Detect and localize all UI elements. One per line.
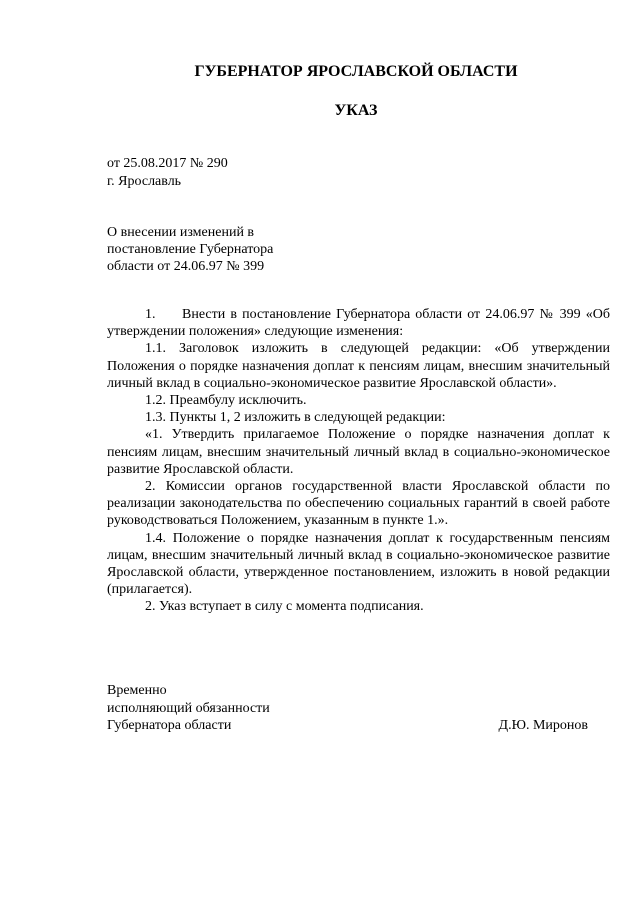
paragraph-1-text: Внести в постановление Губернатора области от 24.06.97 № 399 «Об утверждении положения» следующие изменения: bbox=[107, 307, 610, 340]
document-body bbox=[107, 306, 610, 616]
quoted-item-2: 2. Комиссии органов государственной власти Ярославской области по реализации законодательства по обеспечению социальных гарантий в своей работе руководствоваться Положением, указанным в пункте 1.». bbox=[107, 479, 610, 529]
signatory-title-line: Временно bbox=[107, 683, 167, 698]
signatory-name: Д.Ю. Миронов bbox=[498, 718, 588, 733]
document-subject bbox=[107, 224, 367, 275]
subject-line: постановление Губернатора bbox=[107, 242, 274, 257]
issuing-authority-heading: ГУБЕРНАТОР ЯРОСЛАВСКОЙ ОБЛАСТИ bbox=[194, 63, 518, 80]
paragraph-2: 2. Указ вступает в силу с момента подписания. bbox=[145, 599, 424, 615]
date-number-line: от 25.08.2017 № 290 bbox=[107, 156, 228, 171]
paragraph-1-4: 1.4. Положение о порядке назначения доплат к государственным пенсиям лицам, внесшим значительный личный вклад в социально-экономическое развитие Ярославской области, утвержденное постановлением, изложить в новой редакции (прилагается). bbox=[107, 530, 610, 598]
paragraph-1-2: 1.2. Преамбулу исключить. bbox=[145, 393, 307, 409]
signature-block bbox=[107, 682, 610, 735]
document-type-heading: УКАЗ bbox=[334, 102, 378, 119]
city-line: г. Ярославль bbox=[107, 174, 182, 189]
paragraph-1 bbox=[107, 306, 610, 340]
subject-line: области от 24.06.97 № 399 bbox=[107, 259, 265, 274]
signatory-title-line: Губернатора области bbox=[107, 718, 232, 733]
paragraph-1-1: 1.1. Заголовок изложить в следующей редакции: «Об утверждении Положения о порядке назначения доплат к пенсиям лицам, внесшим значительный личный вклад в социально-экономическое развитие Ярославской области». bbox=[107, 341, 610, 391]
paragraph-1-number: 1. bbox=[145, 307, 156, 322]
quoted-item-1: «1. Утвердить прилагаемое Положение о порядке назначения доплат к пенсиям лицам, внесшим значительный личный вклад в социально-экономическое развитие Ярославской области. bbox=[107, 427, 610, 477]
paragraph-1-3: 1.3. Пункты 1, 2 изложить в следующей редакции: bbox=[145, 410, 446, 426]
signatory-title-line: исполняющий обязанности bbox=[107, 700, 270, 716]
subject-line: О внесении изменений в bbox=[107, 225, 255, 240]
